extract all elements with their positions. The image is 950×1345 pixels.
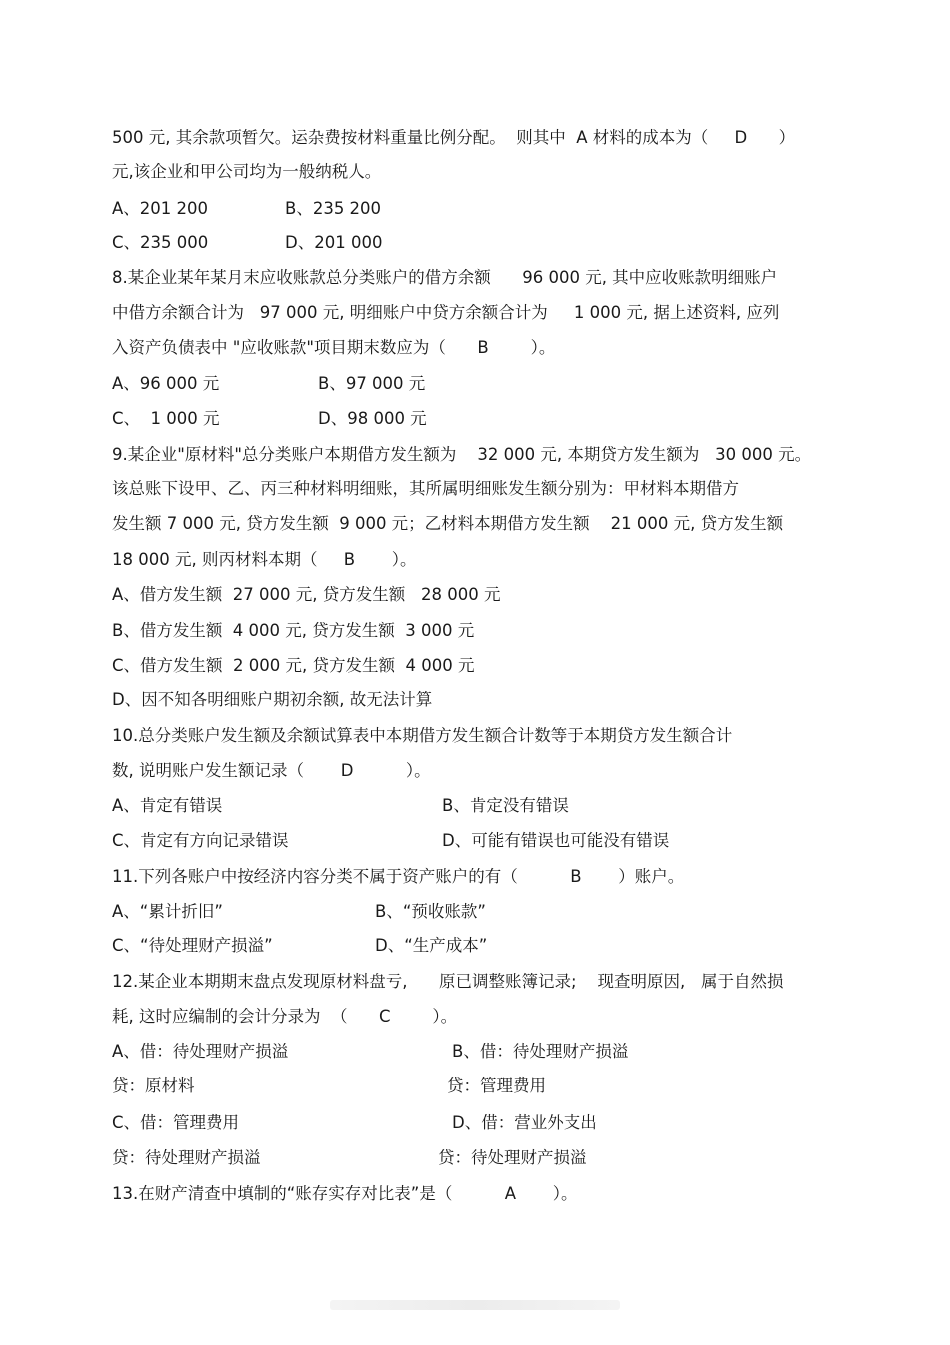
q12-option-b-debit: B、借：待处理财产损溢: [452, 1042, 629, 1061]
q7-option-b: B、235 200: [285, 199, 382, 218]
q11-option-a: A、“累计折旧”: [112, 902, 223, 921]
q9-stem-line4: 18 000 元, 则丙材料本期（ B ）。: [112, 550, 417, 569]
q12-stem-line2: 耗, 这时应编制的会计分录为 （ C ）。: [112, 1007, 458, 1026]
q11-option-b: B、“预收账款”: [375, 902, 486, 921]
q8-option-c: C、 1 000 元: [112, 409, 220, 428]
q8-stem-line3: 入资产负债表中 "应收账款"项目期末数应为（ B ）。: [112, 338, 556, 357]
q10-option-c: C、肯定有方向记录错误: [112, 831, 289, 850]
q11-stem: 11.下列各账户中按经济内容分类不属于资产账户的有（ B ）账户。: [112, 867, 685, 886]
q9-stem-line2: 该总账下设甲、乙、丙三种材料明细账，其所属明细账发生额分别为：甲材料本期借方: [112, 479, 739, 498]
q9-stem: 9.某企业"原材料"总分类账户本期借方发生额为 32 000 元, 本期贷方发生额为 30 000 元。: [112, 445, 812, 464]
q12-option-d-debit: D、借：营业外支出: [452, 1113, 597, 1132]
q9-option-c: C、借方发生额 2 000 元, 贷方发生额 4 000 元: [112, 656, 475, 675]
q9-stem-line3: 发生额 7 000 元, 贷方发生额 9 000 元；乙材料本期借方发生额 21 000 元, 贷方发生额: [112, 514, 784, 533]
q8-stem: 8.某企业某年某月末应收账款总分类账户的借方余额 96 000 元, 其中应收账款明细账户: [112, 268, 778, 287]
q7-option-c: C、235 000: [112, 233, 209, 252]
q8-option-d: D、98 000 元: [318, 409, 427, 428]
q12-option-c-debit: C、借：管理费用: [112, 1113, 240, 1132]
q9-option-b: B、借方发生额 4 000 元, 贷方发生额 3 000 元: [112, 621, 475, 640]
q11-option-d: D、“生产成本”: [375, 936, 488, 955]
q12-stem: 12.某企业本期期末盘点发现原材料盘亏, 原已调整账簿记录; 现查明原因, 属于自然损: [112, 972, 784, 991]
q10-stem-line2: 数, 说明账户发生额记录（ D ）。: [112, 761, 431, 780]
q13-stem: 13.在财产清查中填制的“账存实存对比表”是（ A ）。: [112, 1184, 578, 1203]
faded-footer-watermark: [330, 1300, 620, 1310]
q9-option-d: D、因不知各明细账户期初余额, 故无法计算: [112, 690, 433, 709]
q10-stem: 10.总分类账户发生额及余额试算表中本期借方发生额合计数等于本期贷方发生额合计: [112, 726, 733, 745]
q12-option-d-credit: 贷：待处理财产损溢: [438, 1148, 587, 1167]
q10-option-a: A、肯定有错误: [112, 796, 223, 815]
q10-option-b: B、肯定没有错误: [442, 796, 569, 815]
q7-stem-continued: 500 元, 其余款项暂欠。运杂费按材料重量比例分配。 则其中 A 材料的成本为（ D ）: [112, 128, 796, 147]
q7-stem-end: 元,该企业和甲公司均为一般纳税人。: [112, 162, 382, 181]
q8-stem-line2: 中借方余额合计为 97 000 元, 明细账户中贷方余额合计为 1 000 元, 据上述资料, 应列: [112, 303, 780, 322]
q7-option-d: D、201 000: [285, 233, 383, 252]
q12-option-b-credit: 贷：管理费用: [447, 1076, 546, 1095]
q11-option-c: C、“待处理财产损溢”: [112, 936, 273, 955]
q12-option-c-credit: 贷：待处理财产损溢: [112, 1148, 261, 1167]
q7-option-a: A、201 200: [112, 199, 209, 218]
q12-option-a-debit: A、借：待处理财产损溢: [112, 1042, 289, 1061]
q10-option-d: D、可能有错误也可能没有错误: [442, 831, 670, 850]
q8-option-a: A、96 000 元: [112, 374, 220, 393]
q8-option-b: B、97 000 元: [318, 374, 426, 393]
q9-option-a: A、借方发生额 27 000 元, 贷方发生额 28 000 元: [112, 585, 501, 604]
q12-option-a-credit: 贷：原材料: [112, 1076, 195, 1095]
